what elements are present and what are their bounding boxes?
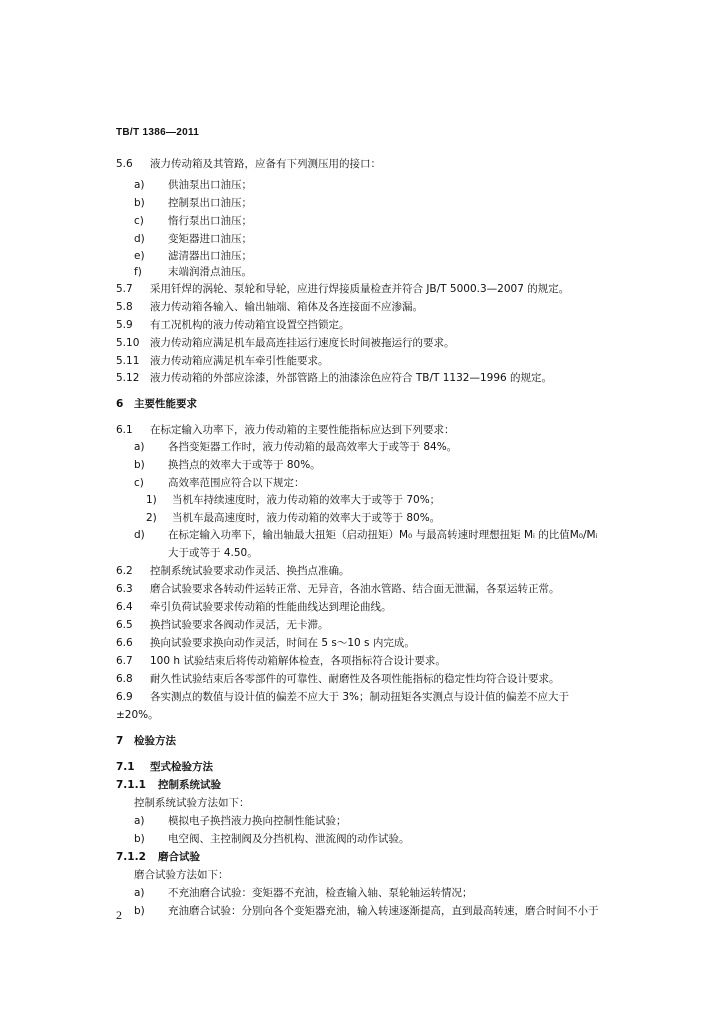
list-item [134, 814, 347, 828]
subsection-7-1-heading [116, 760, 213, 774]
page-number: 2 [116, 908, 122, 922]
clause-5-9 [116, 318, 350, 332]
clause-6-5 [116, 618, 329, 632]
item-text: 变矩器进口油压； [168, 233, 252, 245]
clause-number: 6.2 [116, 565, 133, 577]
list-item [134, 249, 252, 263]
list-item [134, 440, 457, 454]
clause-number: 6.3 [116, 583, 133, 595]
clause-text: 在标定输入功率下，液力传动箱的主要性能指标应达到下列要求： [150, 424, 455, 436]
list-item [134, 832, 410, 846]
clause-text: 液力传动箱的外部应涂漆，外部管路上的油漆涂色应符合 TB/T 1132—1996 的规定。 [150, 372, 553, 384]
clause-number: 6.1 [116, 424, 133, 436]
clause-number: 6.4 [116, 601, 133, 613]
clause-text: 液力传动箱各输入、输出轴端、箱体及各连接面不应渗漏。 [150, 301, 423, 313]
clause-number: 6.9 [116, 691, 133, 703]
item-marker: a) [134, 179, 145, 191]
standard-code-header: TB/T 1386—2011 [116, 127, 200, 138]
item-text: 供油泵出口油压； [168, 179, 252, 191]
section-title: 控制系统试验 [158, 779, 221, 791]
list-item [134, 528, 597, 542]
clause-6-8 [116, 672, 560, 686]
clause-text: 有工况机构的液力传动箱宜设置空挡锁定。 [150, 319, 350, 331]
list-item [134, 196, 252, 210]
item-marker: d) [134, 233, 145, 245]
item-marker: f) [134, 266, 142, 278]
clause-5-11 [116, 354, 329, 368]
clause-number: 6.8 [116, 673, 133, 685]
list-item [134, 178, 252, 192]
clause-5-7 [116, 282, 569, 296]
item-text: 高效率范围应符合以下规定： [168, 477, 305, 489]
clause-text: 液力传动箱应满足机车最高连挂运行速度长时间被拖运行的要求。 [150, 337, 455, 349]
section-number: 7.1 [116, 761, 135, 773]
section-title: 磨合试验 [158, 851, 200, 863]
section-number: 6 [116, 398, 124, 410]
section-title: 检验方法 [134, 735, 176, 747]
clause-number: 5.7 [116, 283, 133, 295]
section-6-heading [116, 397, 197, 411]
item-marker: a) [134, 887, 145, 899]
clause-6-6 [116, 636, 415, 650]
clause-text: 液力传动箱及其管路，应备有下列测压用的接口： [150, 158, 381, 170]
clause-number: 6.5 [116, 619, 133, 631]
clause-number: 6.7 [116, 655, 133, 667]
sub-list-item [146, 493, 440, 507]
list-item [134, 232, 252, 246]
section-title: 型式检验方法 [150, 761, 213, 773]
clause-5-12 [116, 371, 552, 385]
item-text: 当机车最高速度时，液力传动箱的效率大于或等于 80%。 [172, 512, 441, 524]
item-marker: c) [134, 215, 144, 227]
item-text: 换挡点的效率大于或等于 80%。 [168, 459, 321, 471]
clause-5-6 [116, 157, 381, 171]
clause-number: 5.6 [116, 158, 133, 170]
item-text: 模拟电子换挡液力换向控制性能试验； [168, 815, 347, 827]
item-text: 末端润滑点油压。 [168, 266, 252, 278]
item-marker: e) [134, 250, 145, 262]
sub-list-item [146, 511, 440, 525]
clause-number: 5.9 [116, 319, 133, 331]
clause-number: 5.12 [116, 372, 140, 384]
clause-5-10 [116, 336, 455, 350]
subsection-7-1-2-heading [116, 850, 200, 864]
clause-6-3 [116, 582, 560, 596]
clause-6-9 [116, 690, 569, 704]
item-marker: 2) [146, 512, 157, 524]
paragraph-line [134, 868, 229, 882]
item-text: 大于或等于 4.50。 [168, 547, 258, 559]
item-marker: a) [134, 441, 145, 453]
clause-6-4 [116, 600, 392, 614]
paragraph-text: 控制系统试验方法如下： [134, 797, 250, 809]
item-text: 当机车持续速度时，液力传动箱的效率大于或等于 70%； [172, 494, 441, 506]
item-text: 不充油磨合试验：变矩器不充油，检查输入轴、泵轮轴运转情况； [168, 887, 473, 899]
list-item [134, 458, 321, 472]
clause-6-1 [116, 423, 455, 437]
clause-text: 换向试验要求换向动作灵活，时间在 5 s～10 s 内完成。 [150, 637, 415, 649]
item-text: 在标定输入功率下，输出轴最大扭矩（启动扭矩）M₀ 与最高转速时理想扭矩 Mᵢ 的比值M₀/Mᵢ [168, 529, 598, 541]
list-item [134, 476, 305, 490]
item-marker: b) [134, 197, 145, 209]
clause-number: 5.10 [116, 337, 140, 349]
subsection-7-1-1-heading [116, 778, 221, 792]
item-text: 各挡变矩器工作时，液力传动箱的最高效率大于或等于 84%。 [168, 441, 458, 453]
clause-6-7 [116, 654, 446, 668]
item-text: 充油磨合试验：分别向各个变矩器充油，输入转速逐渐提高，直到最高转速，磨合时间不小于 [168, 905, 599, 917]
list-item [134, 265, 252, 279]
section-number: 7 [116, 735, 124, 747]
clause-text: 采用钎焊的涡轮、泵轮和导轮，应进行焊接质量检查并符合 JB/T 5000.3—2007 的规定。 [150, 283, 570, 295]
clause-6-2 [116, 564, 350, 578]
list-item [134, 214, 252, 228]
list-item [134, 904, 599, 918]
item-text: 惰行泵出口油压； [168, 215, 252, 227]
clause-text: 液力传动箱应满足机车牵引性能要求。 [150, 355, 329, 367]
clause-5-8 [116, 300, 423, 314]
clause-number: 6.6 [116, 637, 133, 649]
clause-text: 各实测点的数值与设计值的偏差不应大于 3%；制动扭矩各实测点与设计值的偏差不应大于 [150, 691, 569, 703]
continuation-line [116, 708, 159, 722]
clause-text: ±20%。 [116, 709, 159, 721]
clause-number: 5.11 [116, 355, 140, 367]
clause-text: 磨合试验要求各转动件运转正常、无异音，各油水管路、结合面无泄漏，各泵运转正常。 [150, 583, 560, 595]
item-marker: b) [134, 905, 145, 917]
item-marker: b) [134, 833, 145, 845]
clause-text: 牵引负荷试验要求传动箱的性能曲线达到理论曲线。 [150, 601, 392, 613]
clause-number: 5.8 [116, 301, 133, 313]
paragraph-line [134, 796, 250, 810]
item-marker: 1) [146, 494, 157, 506]
item-text: 电空阀、主控制阀及分挡机构、泄流阀的动作试验。 [168, 833, 410, 845]
item-marker: d) [134, 529, 145, 541]
paragraph-text: 磨合试验方法如下： [134, 869, 229, 881]
section-number: 7.1.2 [116, 851, 146, 863]
section-title: 主要性能要求 [134, 398, 197, 410]
item-marker: a) [134, 815, 145, 827]
continuation-line [168, 546, 258, 560]
item-marker: b) [134, 459, 145, 471]
item-marker: c) [134, 477, 144, 489]
item-text: 滤清器出口油压； [168, 250, 252, 262]
clause-text: 100 h 试验结束后将传动箱解体检查，各项指标符合设计要求。 [150, 655, 446, 667]
list-item [134, 886, 473, 900]
clause-text: 换挡试验要求各阀动作灵活，无卡滞。 [150, 619, 329, 631]
section-number: 7.1.1 [116, 779, 146, 791]
item-text: 控制泵出口油压； [168, 197, 252, 209]
clause-text: 控制系统试验要求动作灵活、换挡点准确。 [150, 565, 350, 577]
clause-text: 耐久性试验结束后各零部件的可靠性、耐磨性及各项性能指标的稳定性均符合设计要求。 [150, 673, 560, 685]
section-7-heading [116, 734, 176, 748]
